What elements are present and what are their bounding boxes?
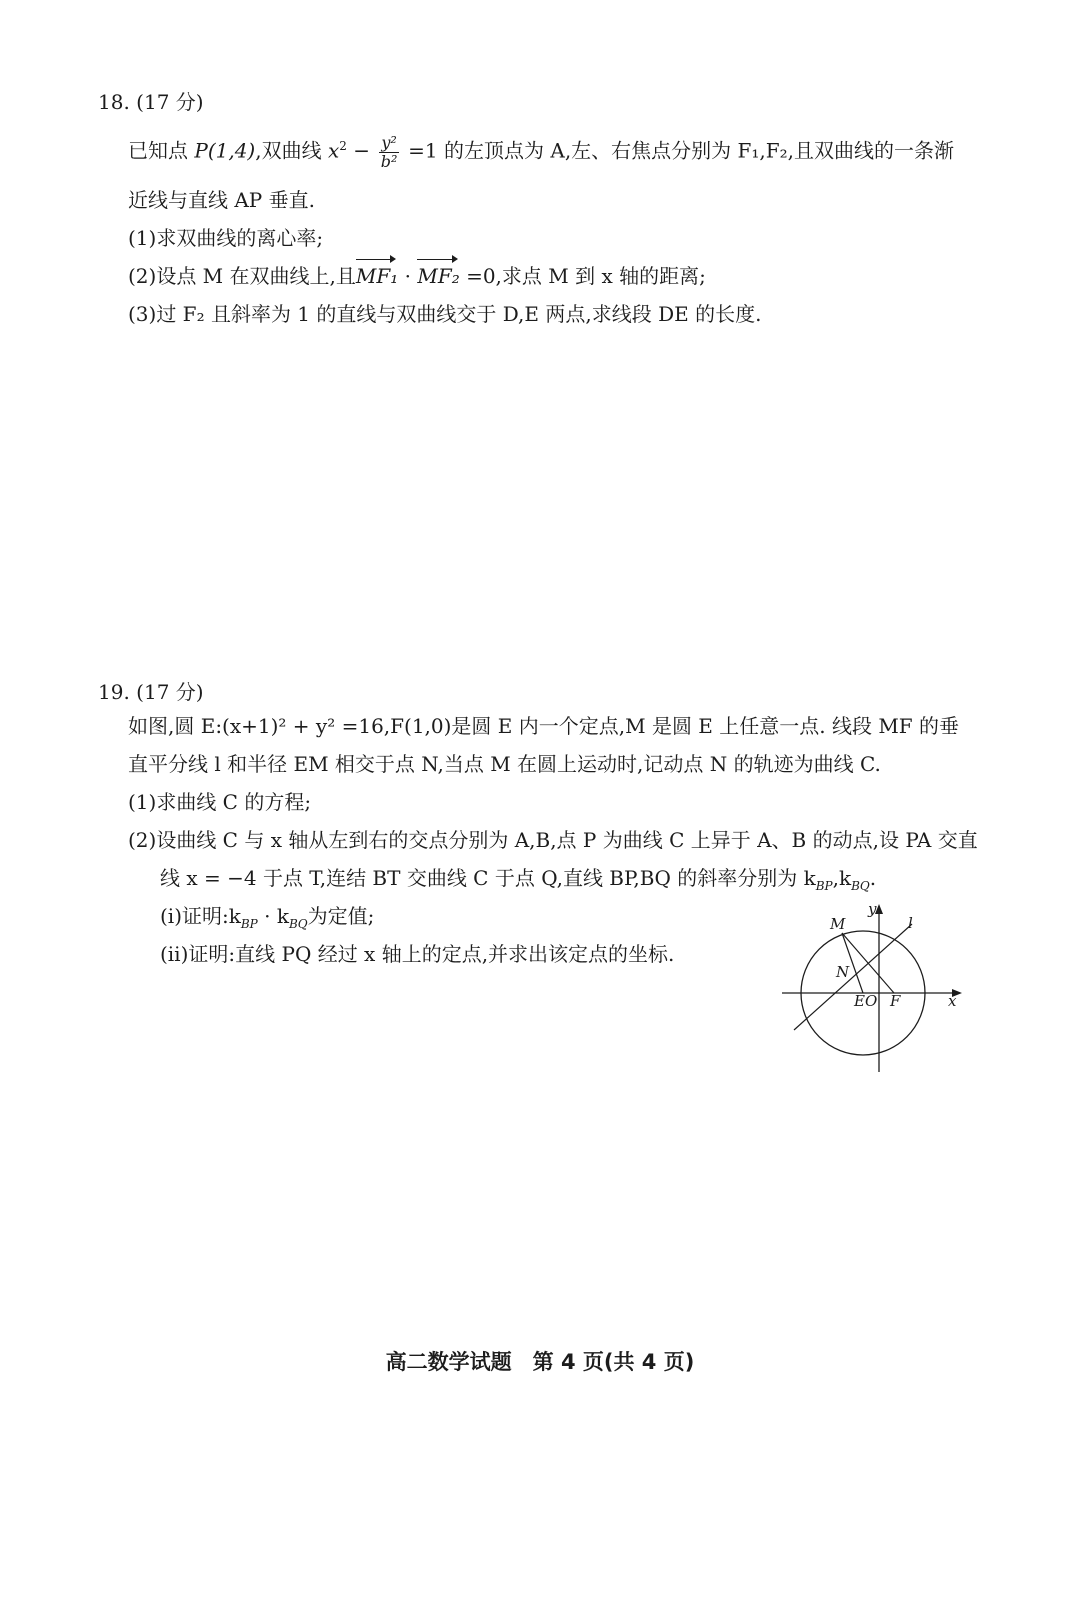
sub-i-bq: BQ [288, 917, 308, 931]
q19-header [98, 676, 204, 705]
q18-header [98, 86, 204, 115]
q19-period: . [869, 866, 877, 890]
q18-number: 18. [98, 90, 130, 114]
q18-score: (17 分) [136, 90, 204, 114]
q19-sub-i-dot: · k [257, 904, 289, 928]
q18-eq-minus: − [346, 138, 377, 163]
q19-sub-i-b: 为定值; [307, 904, 375, 928]
q18-frac-num: y² [381, 132, 397, 152]
q19-part2-b: 线 x = −4 于点 T,连结 BT 交曲线 C 于点 Q,直线 BP,BQ 的斜率分别为 k [160, 866, 816, 890]
q19-part2-line1: (2)设曲线 C 与 x 轴从左到右的交点分别为 A,B,点 P 为曲线 C 上异于 A、B 的动点,设 PA 交直 [128, 828, 978, 852]
q19-part1: (1)求曲线 C 的方程; [128, 790, 312, 814]
label-f: F [890, 992, 901, 1010]
q19-comma: ,k [832, 866, 852, 890]
page-footer: 高二数学试题 第 4 页(共 4 页) [385, 1350, 695, 1374]
q19-part2-line2 [160, 864, 1000, 900]
label-y: y [868, 900, 877, 918]
label-x: x [948, 992, 957, 1010]
q18-part2 [128, 262, 1000, 290]
q18-stem-c: 的左顶点为 A,左、右焦点分别为 F₁,F₂,且双曲线的一条渐 [437, 138, 955, 163]
q19-score: (17 分) [136, 680, 204, 704]
sub-bq: BQ [851, 879, 870, 893]
q18-part3: (3)过 F₂ 且斜率为 1 的直线与双曲线交于 D,E 两点,求线段 DE 的长度. [128, 302, 762, 326]
label-m: M [830, 915, 846, 933]
q18-part2-a: (2)设点 M 在双曲线上,且 [128, 264, 356, 288]
q18-stem-line2: 近线与直线 AP 垂直. [128, 188, 315, 212]
q18-stem-a: 已知点 [128, 138, 195, 163]
q18-point-p: P(1,4) [194, 138, 256, 163]
q19-sub-ii: (ⅱ)证明:直线 PQ 经过 x 轴上的定点,并求出该定点的坐标. [160, 942, 675, 966]
q19-stem-line1: 如图,圆 E:(x+1)² + y² =16,F(1,0)是圆 E 内一个定点,M 是圆 E 上任意一点. 线段 MF 的垂 [128, 714, 960, 738]
vector-mf2: MF₂ [417, 264, 460, 288]
q19-number: 19. [98, 680, 130, 704]
sub-i-bp: BP [240, 917, 258, 931]
q18-stem-b: ,双曲线 [255, 138, 328, 163]
vector-mf1: MF₁ [355, 264, 399, 288]
q19-sub-i-a: (ⅰ)证明:k [160, 904, 241, 928]
label-n: N [836, 963, 850, 981]
q18-fraction [379, 134, 398, 171]
label-eo: EO [854, 992, 878, 1010]
q18-part1: (1)求双曲线的离心率; [128, 226, 324, 250]
q18-frac-den: b² [380, 151, 398, 171]
q18-eq-x: x [327, 138, 340, 163]
q18-part2-b: =0,求点 M 到 x 轴的距离; [459, 264, 706, 288]
sub-bp: BP [815, 879, 833, 893]
q18-stem-line1: 已知点 P(1,4),双曲线 $x^2$ − $\frac{\text{y²}}{\text{b²}}$ =1 的左顶点为 A,左、右焦点分别为 F₁,F₂,且双曲线的一条渐 [128, 132, 955, 171]
circle-figure [778, 900, 968, 1080]
q18-eq-rest: =1 [401, 138, 438, 163]
q19-stem-line2: 直平分线 l 和半径 EM 相交于点 N,当点 M 在圆上运动时,记动点 N 的轨迹为曲线 C. [128, 752, 881, 776]
line-l [794, 924, 912, 1030]
q18-dot: · [398, 264, 418, 288]
label-l: l [908, 914, 913, 932]
